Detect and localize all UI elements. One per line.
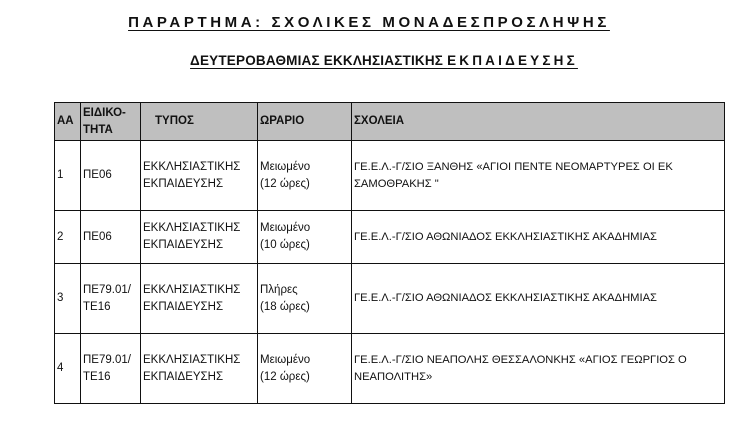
specialty-line1: ΠΕ06 xyxy=(83,169,112,181)
specialty-line1: ΠΕ06 xyxy=(83,230,112,243)
type-line1: ΕΚΚΛΗΣΙΑΣΤΙΚΗΣ xyxy=(143,222,241,234)
header-schools: ΣΧΟΛΕΙΑ xyxy=(352,103,725,141)
cell-schedule xyxy=(258,141,352,211)
type-line2: ΕΚΠΑΙΔΕΥΣΗΣ xyxy=(143,239,224,251)
specialty-line2: ΤΕ16 xyxy=(83,370,111,383)
header-specialty-line2: ΤΗΤΑ xyxy=(83,123,113,136)
school-line1: ΓΕ.Ε.Λ.-Γ/ΣΙΟ ΑΘΩΝΙΑΔΟΣ ΕΚΚΛΗΣΙΑΣΤΙΚΗΣ ΑΚΑΔΗΜΙΑΣ xyxy=(354,230,657,243)
cell-school xyxy=(352,264,725,334)
specialty-line2: ΤΕ16 xyxy=(83,300,111,313)
subtitle-part2: ΕΚΠΑΙΔΕΥΣΗΣ xyxy=(447,53,578,68)
header-schedule: ΩΡΑΡΙΟ xyxy=(258,103,352,141)
schedule-line1: Μειωμένο xyxy=(260,222,311,234)
header-specialty xyxy=(81,103,141,141)
type-line1: ΕΚΚΛΗΣΙΑΣΤΙΚΗΣ xyxy=(143,353,241,366)
cell-aa: 1 xyxy=(55,141,81,211)
table-row xyxy=(55,334,725,404)
cell-aa: 4 xyxy=(55,334,81,404)
document-subtitle xyxy=(0,53,738,68)
cell-specialty xyxy=(81,211,141,264)
school-line1: ΓΕ.Ε.Λ.-Γ/ΣΙΟ ΑΘΩΝΙΑΔΟΣ ΕΚΚΛΗΣΙΑΣΤΙΚΗΣ ΑΚΑΔΗΜΙΑΣ xyxy=(354,292,657,304)
cell-specialty xyxy=(81,141,141,211)
table-row xyxy=(55,141,725,211)
subtitle-part1: ΔΕΥΤΕΡΟΒΑΘΜΙΑΣ ΕΚΚΛΗΣΙΑΣΤΙΚΗΣ xyxy=(190,53,448,68)
cell-aa: 2 xyxy=(55,211,81,264)
school-line1: ΓΕ.Ε.Λ.-Γ/ΣΙΟ ΝΕΑΠΟΛΗΣ ΘΕΣΣΑΛΟΝΚΗΣ «ΑΓΙΟΣ ΓΕΩΡΓΙΟΣ Ο xyxy=(354,353,687,366)
cell-specialty xyxy=(81,264,141,334)
type-line2: ΕΚΠΑΙΔΕΥΣΗΣ xyxy=(143,300,224,313)
type-line2: ΕΚΠΑΙΔΕΥΣΗΣ xyxy=(143,177,224,190)
header-aa: ΑΑ xyxy=(55,103,81,141)
school-line2: ΣΑΜΟΘΡΑΚΗΣ " xyxy=(354,177,439,190)
header-specialty-line1: ΕΙΔΙΚΟ- xyxy=(83,106,126,119)
table-header-row xyxy=(55,103,725,141)
schedule-line1: Μειωμένο xyxy=(260,353,311,366)
cell-school xyxy=(352,334,725,404)
cell-schedule xyxy=(258,264,352,334)
type-line2: ΕΚΠΑΙΔΕΥΣΗΣ xyxy=(143,370,224,383)
schedule-line2: (10 ώρες) xyxy=(260,239,310,251)
cell-schedule xyxy=(258,334,352,404)
document-title: ΠΑΡΑΡΤΗΜΑ: ΣΧΟΛΙΚΕΣ ΜΟΝΑΔΕΣΠΡΟΣΛΗΨΗΣ xyxy=(128,14,610,31)
cell-type xyxy=(141,141,258,211)
schedule-line2: (12 ώρες) xyxy=(260,370,310,383)
cell-type xyxy=(141,264,258,334)
cell-schedule xyxy=(258,211,352,264)
type-line1: ΕΚΚΛΗΣΙΑΣΤΙΚΗΣ xyxy=(143,283,241,296)
table-row xyxy=(55,211,725,264)
cell-school xyxy=(352,141,725,211)
school-line2: ΝΕΑΠΟΛΙΤΗΣ» xyxy=(354,370,433,383)
table-row xyxy=(55,264,725,334)
cell-specialty xyxy=(81,334,141,404)
header-type: ΤΥΠΟΣ xyxy=(141,103,258,141)
specialty-line1: ΠΕ79.01/ xyxy=(83,283,131,296)
specialty-line1: ΠΕ79.01/ xyxy=(83,353,131,366)
cell-type xyxy=(141,211,258,264)
schools-table xyxy=(54,102,725,404)
school-line1: ΓΕ.Ε.Λ.-Γ/ΣΙΟ ΞΑΝΘΗΣ «ΑΓΙΟΙ ΠΕΝΤΕ ΝΕΟΜΑΡΤΥΡΕΣ ΟΙ ΕΚ xyxy=(354,160,673,173)
schedule-line2: (18 ώρες) xyxy=(260,300,310,313)
schedule-line2: (12 ώρες) xyxy=(260,177,310,190)
schedule-line1: Μειωμένο xyxy=(260,160,311,173)
cell-aa: 3 xyxy=(55,264,81,334)
schedule-line1: Πλήρες xyxy=(260,283,298,296)
type-line1: ΕΚΚΛΗΣΙΑΣΤΙΚΗΣ xyxy=(143,160,241,173)
cell-school xyxy=(352,211,725,264)
cell-type xyxy=(141,334,258,404)
